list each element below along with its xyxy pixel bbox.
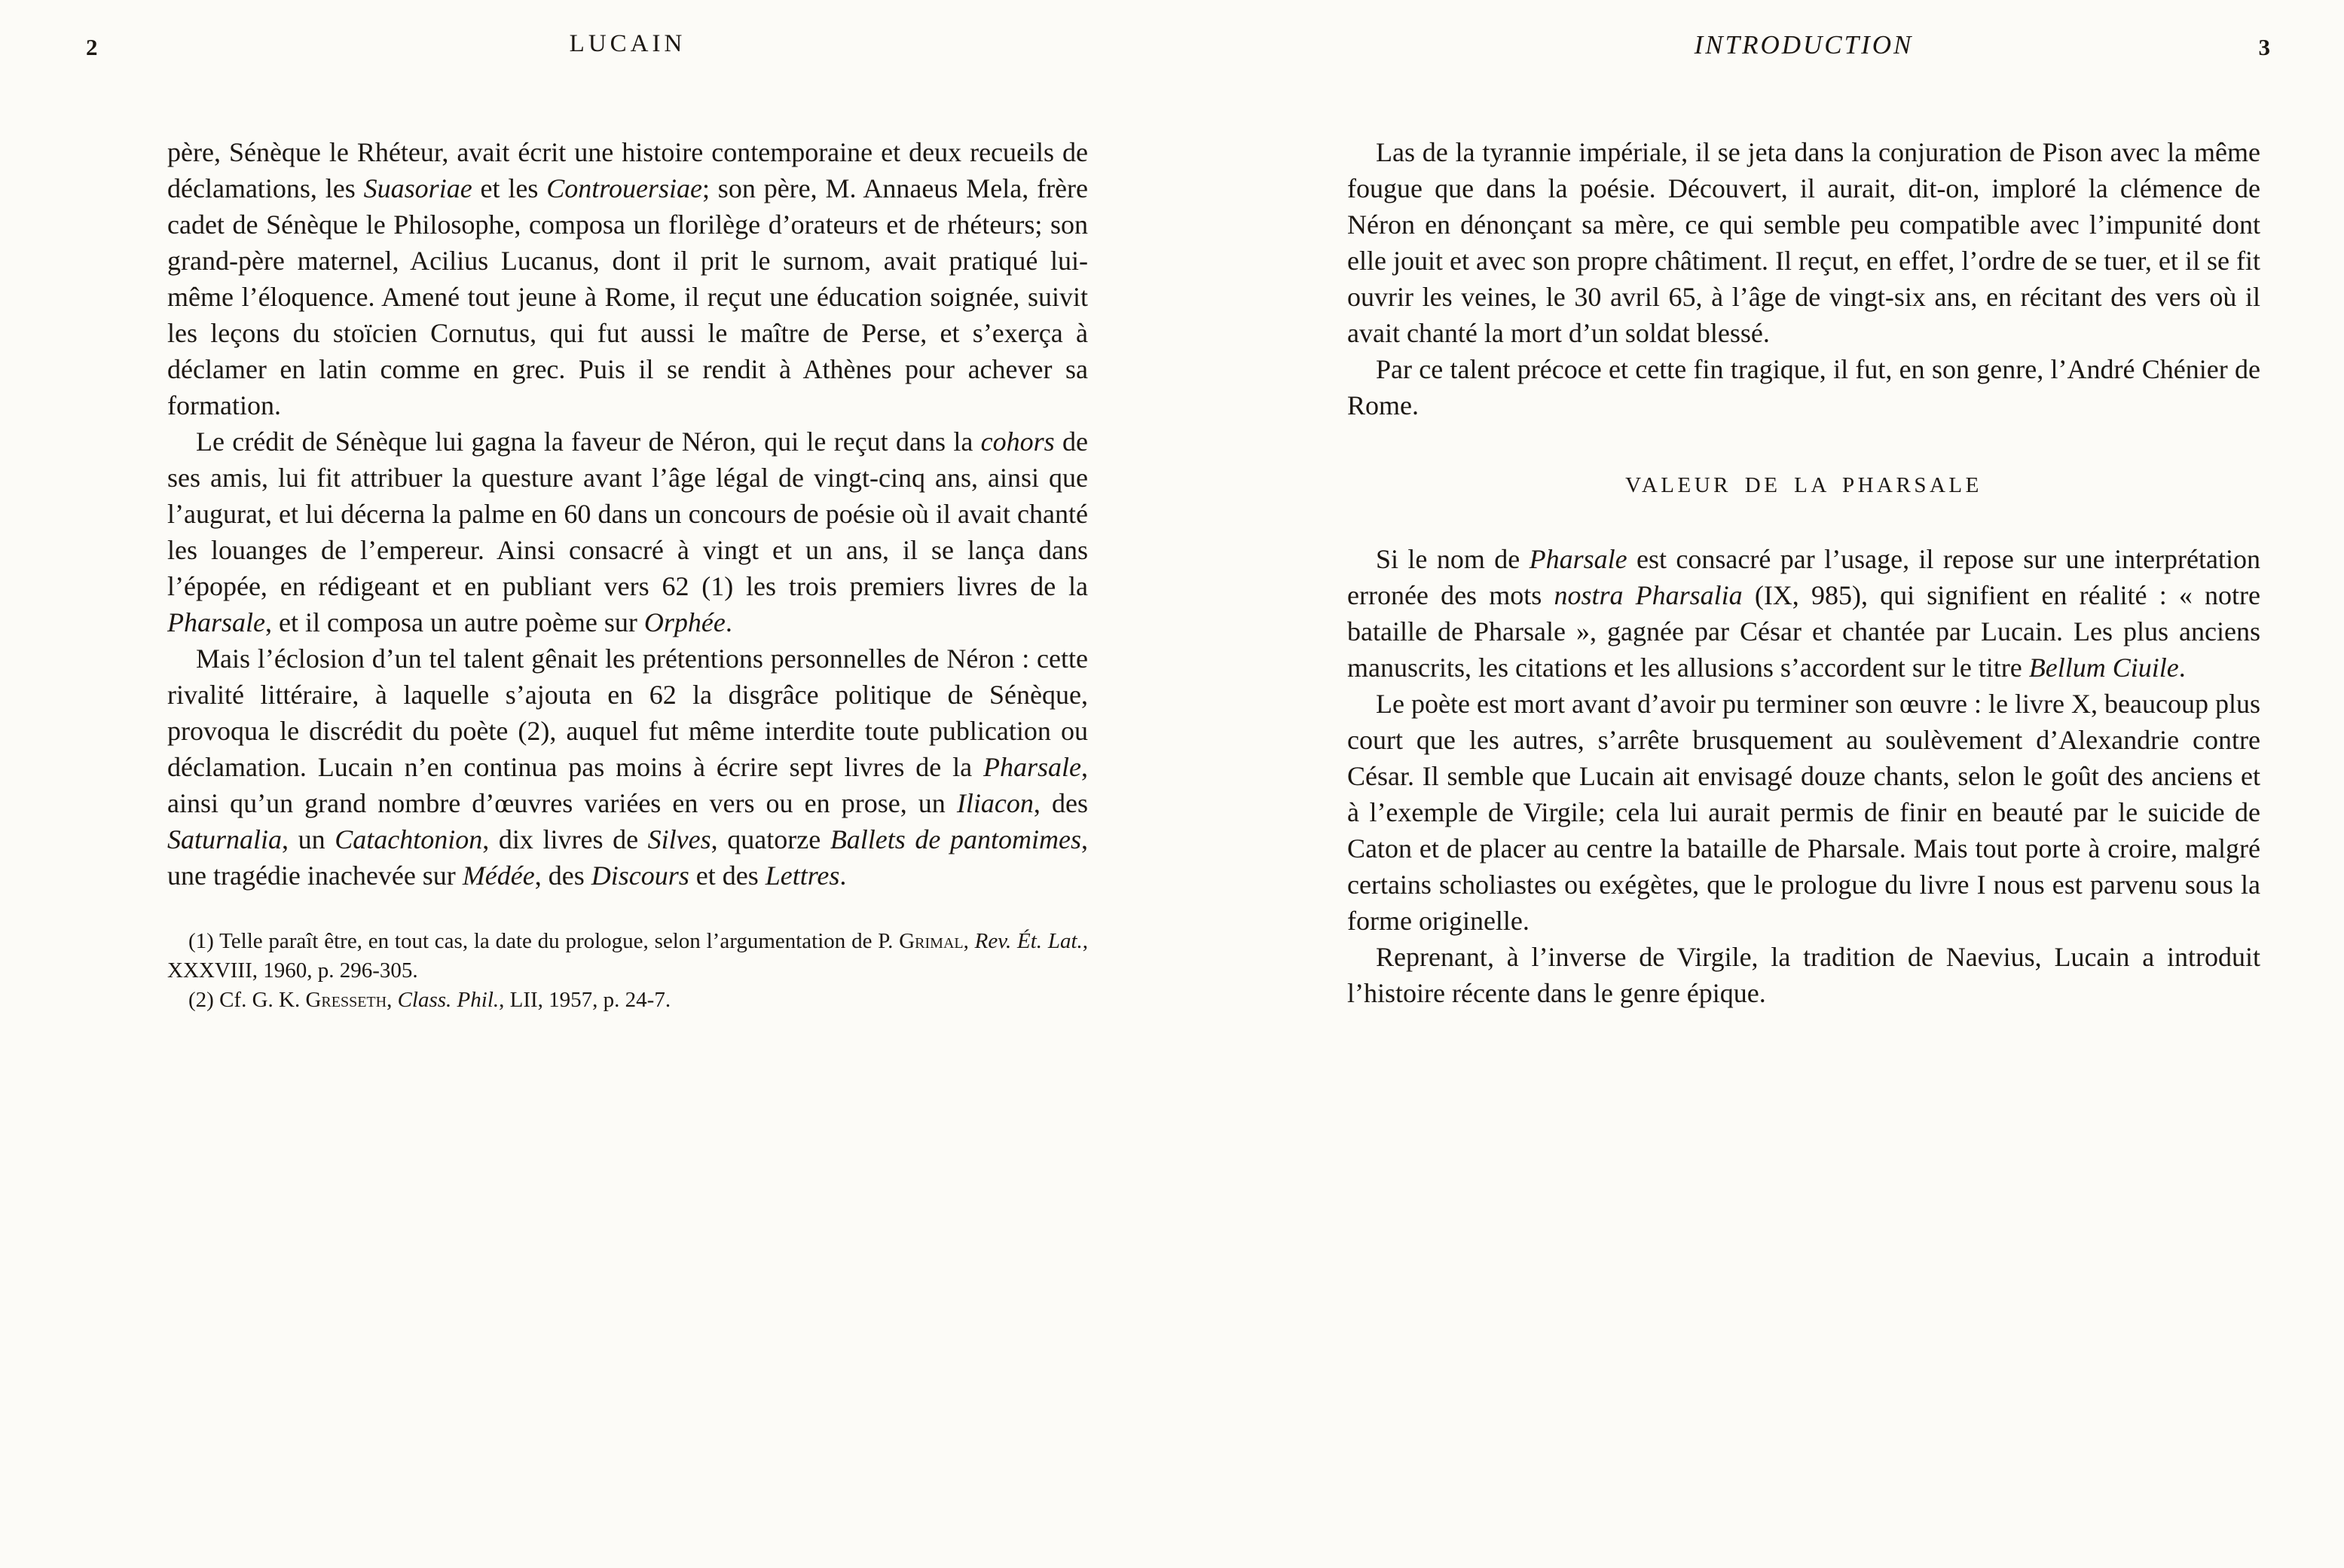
text-segment: père, Sénèque le Rhéteur, avait écrit une histoire contemporaine et deux recueils de déclamations, les xyxy=(167,137,1088,203)
text-segment: . xyxy=(839,860,847,891)
left-running-title: LUCAIN xyxy=(569,30,686,57)
text-segment: Mais l’éclosion d’un tel talent gênait les prétentions personnelles de Néron : cette rivalité littéraire, à laquelle s’ajouta en 62 la disgrâce politique de Sénèque, provoqua le discrédit du poète (2), auquel fut même interdite toute publication ou déclamation. Lucain n’en continua pas moins à écrire sept livres de la xyxy=(167,643,1088,782)
text-segment: Orphée xyxy=(643,607,726,637)
right-page-number: 3 xyxy=(2258,34,2271,60)
text-segment: Iliacon xyxy=(956,788,1034,818)
right-running-title: INTRODUCTION xyxy=(1694,30,1914,60)
paragraph xyxy=(1347,134,2260,351)
text-segment: Gresseth xyxy=(305,988,387,1012)
text-segment: (2) Cf. G. K. xyxy=(188,988,306,1012)
text-segment: . xyxy=(2178,653,2186,683)
text-segment: et des xyxy=(689,860,766,891)
text-segment: Catachtonion xyxy=(335,824,483,854)
text-segment: , un xyxy=(282,824,335,854)
text-segment: Pharsale xyxy=(1529,544,1627,574)
text-segment: Pharsale xyxy=(983,752,1081,782)
text-segment: , et il composa un autre poème sur xyxy=(265,607,644,637)
page-right xyxy=(1347,0,2271,1011)
text-segment: Reprenant, à l’inverse de Virgile, la tradition de Naevius, Lucain a introduit l’histoire récente dans le genre épique. xyxy=(1347,942,2260,1008)
paragraph xyxy=(167,134,1088,423)
text-segment: (1) Telle paraît être, en tout cas, la date du prologue, selon l’argumentation de P. xyxy=(188,929,900,953)
footnote xyxy=(167,927,1088,986)
text-segment: , des xyxy=(534,860,591,891)
text-segment: Par ce talent précoce et cette fin tragique, il fut, en son genre, l’André Chénier de Rome. xyxy=(1347,354,2260,420)
text-segment: Le crédit de Sénèque lui gagna la faveur de Néron, qui le reçut dans la xyxy=(196,426,981,457)
text-segment: Las de la tyrannie impériale, il se jeta dans la conjuration de Pison avec la même fougue que dans la poésie. Découvert, il aurait, dit-on, imploré la clémence de Néron en dénonçant sa mère, ce qui semble peu compatible avec l’impunité dont elle jouit et avec son propre châtiment. Il reçut, en effet, l’ordre de se tuer, et il se fit ouvrir les veines, le 30 avril 65, à l’âge de vingt-six ans, en récitant des vers où il avait chanté la mort d’un soldat blessé. xyxy=(1347,137,2260,348)
paragraph xyxy=(167,423,1088,640)
left-body-text xyxy=(167,134,1088,894)
text-segment: et les xyxy=(472,173,547,203)
page-left xyxy=(86,0,1089,1015)
text-segment: Discours xyxy=(591,860,689,891)
paragraph xyxy=(1347,939,2260,1011)
footnote xyxy=(167,986,1088,1015)
left-page-header xyxy=(86,30,1088,65)
text-segment: , xyxy=(387,988,398,1012)
text-segment: , une tragédie inachevée sur xyxy=(167,824,1088,891)
text-segment: Bellum Ciuile xyxy=(2028,653,2179,683)
text-segment: Grimal xyxy=(899,929,964,953)
text-segment: est consacré par l’usage, il repose sur une interprétation erronée des mots xyxy=(1347,544,2260,610)
text-segment: Ballets de pantomimes xyxy=(830,824,1081,854)
text-segment: Si le nom de xyxy=(1376,544,1530,574)
text-segment: ; son père, M. Annaeus Mela, frère cadet de Sénèque le Philosophe, composa un florilège d’orateurs et de rhéteurs; son grand-père maternel, Acilius Lucanus, dont il prit le surnom, avait pratiqué lui-même l’éloquence. Amené tout jeune à Rome, il reçut une éducation soignée, suivit les leçons du stoïcien Cornutus, qui fut aussi le maître de Perse, et s’exerça à déclamer en latin comme en grec. Puis il se rendit à Athènes pour achever sa formation. xyxy=(167,173,1088,420)
text-segment: . xyxy=(725,607,732,637)
text-segment: , ainsi qu’un grand nombre d’œuvres variées en vers ou en prose, un xyxy=(167,752,1088,818)
text-segment: de ses amis, lui fit attribuer la questure avant l’âge légal de vingt-cinq ans, ainsi que l’augurat, et lui décerna la palme en 60 dans un concours de poésie où il avait chanté les louanges de l’empereur. Ainsi consacré à vingt et un ans, il se lança dans l’épopée, en rédigeant et en publiant vers 62 (1) les trois premiers livres de la xyxy=(167,426,1088,601)
text-segment: , des xyxy=(1033,788,1088,818)
section-heading: VALEUR DE LA PHARSALE xyxy=(1625,473,1982,497)
text-segment: , dix livres de xyxy=(482,824,648,854)
text-segment: Lettres xyxy=(765,860,840,891)
text-segment: Rev. Ét. Lat. xyxy=(974,929,1083,953)
left-page-number: 2 xyxy=(86,34,99,60)
text-segment: Class. Phil. xyxy=(397,988,500,1012)
text-segment: Le poète est mort avant d’avoir pu terminer son œuvre : le livre X, beaucoup plus court que les autres, s’arrête brusquement au soulèvement d’Alexandrie contre César. Il semble que Lucain ait envisagé douze chants, selon le goût des anciens et à l’exemple de Virgile; cela lui aurait permis de finir en beauté par le suicide de Caton et de placer au centre la bataille de Pharsale. Mais tout porte à croire, malgré certains scholiastes ou exégètes, que le prologue du livre I nous est parvenu sous la forme originelle. xyxy=(1347,689,2260,936)
text-segment: , xyxy=(963,929,975,953)
text-segment: , LII, 1957, p. 24-7. xyxy=(499,988,671,1012)
text-segment: cohors xyxy=(980,426,1055,457)
text-segment: nostra Pharsalia xyxy=(1554,580,1743,610)
text-segment: , XXXVIII, 1960, p. 296-305. xyxy=(167,929,1089,983)
left-footnotes xyxy=(167,927,1088,1015)
right-page-header xyxy=(1347,30,2271,65)
paragraph xyxy=(167,640,1088,894)
text-segment: Controuersiae xyxy=(546,173,702,203)
paragraph xyxy=(1347,351,2260,423)
text-segment: (IX, 985), qui signifient en réalité : « notre bataille de Pharsale », gagnée par César et chantée par Lucain. Les plus anciens manuscrits, les citations et les allusions s’accordent sur le titre xyxy=(1347,580,2261,683)
paragraph xyxy=(1347,686,2260,939)
paragraph xyxy=(1347,541,2260,686)
text-segment: Pharsale xyxy=(167,607,265,637)
text-segment: , quatorze xyxy=(711,824,830,854)
text-segment: Saturnalia xyxy=(167,824,283,854)
text-segment: Suasoriae xyxy=(363,173,472,203)
text-segment: Médée xyxy=(462,860,535,891)
right-body-text xyxy=(1347,134,2260,1011)
text-segment: Silves xyxy=(647,824,711,854)
